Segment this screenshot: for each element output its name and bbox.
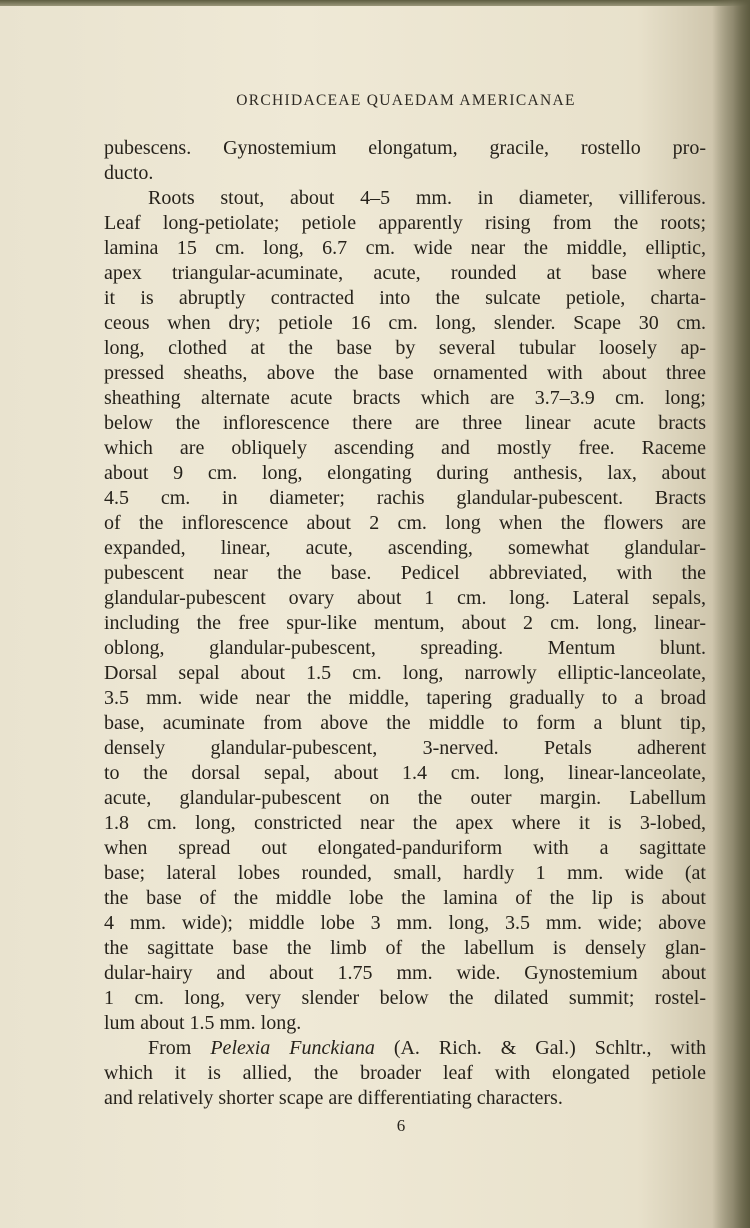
text-line: dular-hairy and about 1.75 mm. wide. Gynostemium about (104, 962, 706, 984)
text-line: 3.5 mm. wide near the middle, tapering gradually to a broad (104, 687, 706, 709)
text-line: pressed sheaths, above the base ornamented with about three (104, 362, 706, 384)
text-line: sheathing alternate acute bracts which are 3.7–3.9 cm. long; (104, 387, 706, 409)
text-line: of the inflorescence about 2 cm. long when the flowers are (104, 512, 706, 534)
text-line: base, acuminate from above the middle to form a blunt tip, (104, 712, 706, 734)
text-line: to the dorsal sepal, about 1.4 cm. long, linear-lanceolate, (104, 762, 706, 784)
text-line: long, clothed at the base by several tubular loosely ap- (104, 337, 706, 359)
text-line: glandular-pubescent ovary about 1 cm. long. Lateral sepals, (104, 587, 706, 609)
page-number: 6 (396, 1116, 406, 1135)
text-line: which are obliquely ascending and mostly free. Raceme (104, 437, 706, 459)
text-line: it is abruptly contracted into the sulcate petiole, charta- (104, 287, 706, 309)
text-line: which it is allied, the broader leaf with elongated petiole (104, 1062, 706, 1084)
text-line: when spread out elongated-panduriform with a sagittate (104, 837, 706, 859)
text-line: including the free spur-like mentum, about 2 cm. long, linear- (104, 612, 706, 634)
text-line: densely glandular-pubescent, 3-nerved. Petals adherent (104, 737, 706, 759)
text-line: expanded, linear, acute, ascending, somewhat glandular- (104, 537, 706, 559)
text-line (104, 1036, 706, 1061)
text-line: 4 mm. wide); middle lobe 3 mm. long, 3.5 mm. wide; above (104, 912, 706, 934)
text-line: ceous when dry; petiole 16 cm. long, slender. Scape 30 cm. (104, 312, 706, 334)
text-line: about 9 cm. long, elongating during anthesis, lax, about (104, 462, 706, 484)
text-line: Roots stout, about 4–5 mm. in diameter, villiferous. (148, 187, 706, 209)
taxon-name-italic: Pelexia Funckiana (210, 1037, 375, 1059)
text-line: Leaf long-petiolate; petiole apparently rising from the roots; (104, 212, 706, 234)
text-line: the sagittate base the limb of the labellum is densely glan- (104, 937, 706, 959)
text-line: base; lateral lobes rounded, small, hardly 1 mm. wide (at (104, 862, 706, 884)
running-head: ORCHIDACEAE QUAEDAM AMERICANAE (236, 92, 576, 109)
text-line: 1.8 cm. long, constricted near the apex where it is 3-lobed, (104, 812, 706, 834)
text-line: the base of the middle lobe the lamina of the lip is about (104, 887, 706, 909)
text-line: 4.5 cm. in diameter; rachis glandular-pubescent. Bracts (104, 487, 706, 509)
text-line: oblong, glandular-pubescent, spreading. Mentum blunt. (104, 637, 706, 659)
text-line: pubescens. Gynostemium elongatum, gracile, rostello pro- (104, 137, 706, 159)
text-line: apex triangular-acuminate, acute, rounded at base where (104, 262, 706, 284)
body-text (104, 136, 706, 1111)
text-line: ducto. (104, 162, 154, 184)
line-segment: From (148, 1037, 211, 1059)
page-gutter-shadow (712, 0, 750, 1228)
text-line: acute, glandular-pubescent on the outer margin. Labellum (104, 787, 706, 809)
page-top-edge (0, 0, 750, 6)
text-line: pubescent near the base. Pedicel abbreviated, with the (104, 562, 706, 584)
text-line: below the inflorescence there are three linear acute bracts (104, 412, 706, 434)
text-line: Dorsal sepal about 1.5 cm. long, narrowly elliptic-lanceolate, (104, 662, 706, 684)
text-line: 1 cm. long, very slender below the dilated summit; rostel- (104, 987, 706, 1009)
text-line: lum about 1.5 mm. long. (104, 1012, 302, 1034)
text-line: lamina 15 cm. long, 6.7 cm. wide near the middle, elliptic, (104, 237, 706, 259)
text-line: and relatively shorter scape are differentiating characters. (104, 1087, 563, 1109)
line-segment: (A. Rich. & Gal.) Schltr., with (374, 1037, 706, 1059)
